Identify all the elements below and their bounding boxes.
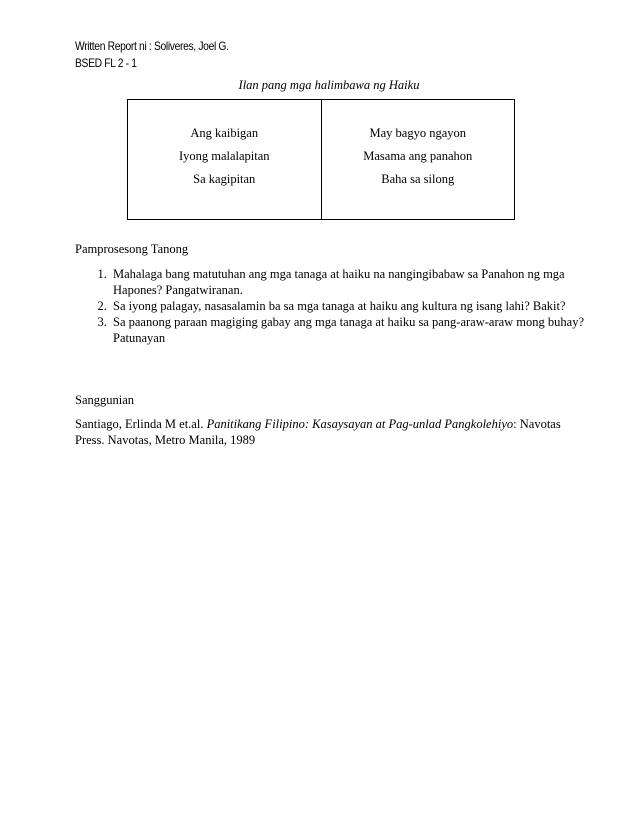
- haiku-2-line-3: Baha sa silong: [381, 172, 455, 186]
- haiku-2-line-1: May bagyo ngayon: [369, 126, 466, 140]
- questions-heading: Pamprosesong Tanong: [75, 242, 189, 256]
- questions-list: [75, 266, 590, 346]
- question-item-2: 2. Sa iyong palagay, nasasalamin ba sa mga tanaga at haiku ang kultura ng isang lahi? Bakit?: [110, 298, 590, 314]
- header-author-line: Written Report ni : Soliveres, Joel G.: [75, 39, 229, 53]
- haiku-2-line-2: Masama ang panahon: [363, 149, 473, 163]
- haiku-table-row: [128, 100, 515, 220]
- header-section-line: BSED FL 2 - 1: [75, 56, 137, 70]
- haiku-table: [127, 99, 515, 220]
- haiku-1-line-2: Iyong malalapitan: [178, 149, 270, 163]
- question-item-3: 3. Sa paanong paraan magiging gabay ang mga tanaga at haiku sa pang-araw-araw mong buhay? Patunayan: [110, 314, 590, 346]
- haiku-cell-1: [128, 100, 322, 220]
- haiku-subtitle: [0, 78, 638, 93]
- question-item-1: 1. Mahalaga bang matutuhan ang mga tanaga at haiku na nangingibabaw sa Panahon ng mga Hapones? Pangatwiranan.: [110, 266, 590, 298]
- reference-title: Panitikang Filipino: Kasaysayan at Pag-unlad Pangkolehiyo: [206, 417, 514, 431]
- reference-entry: [75, 416, 575, 448]
- haiku-subtitle-text: Ilan pang mga halimbawa ng Haiku: [238, 78, 420, 92]
- haiku-1-line-3: Sa kagipitan: [193, 172, 256, 186]
- haiku-cell-2: [321, 100, 515, 220]
- references-heading: Sanggunian: [75, 393, 135, 407]
- report-header: [75, 38, 229, 72]
- reference-author: Santiago, Erlinda M et.al.: [75, 417, 204, 431]
- haiku-1-line-1: Ang kaibigan: [190, 126, 259, 140]
- reference-publisher: : Navotas Press. Navotas, Metro Manila, 1989: [75, 417, 561, 447]
